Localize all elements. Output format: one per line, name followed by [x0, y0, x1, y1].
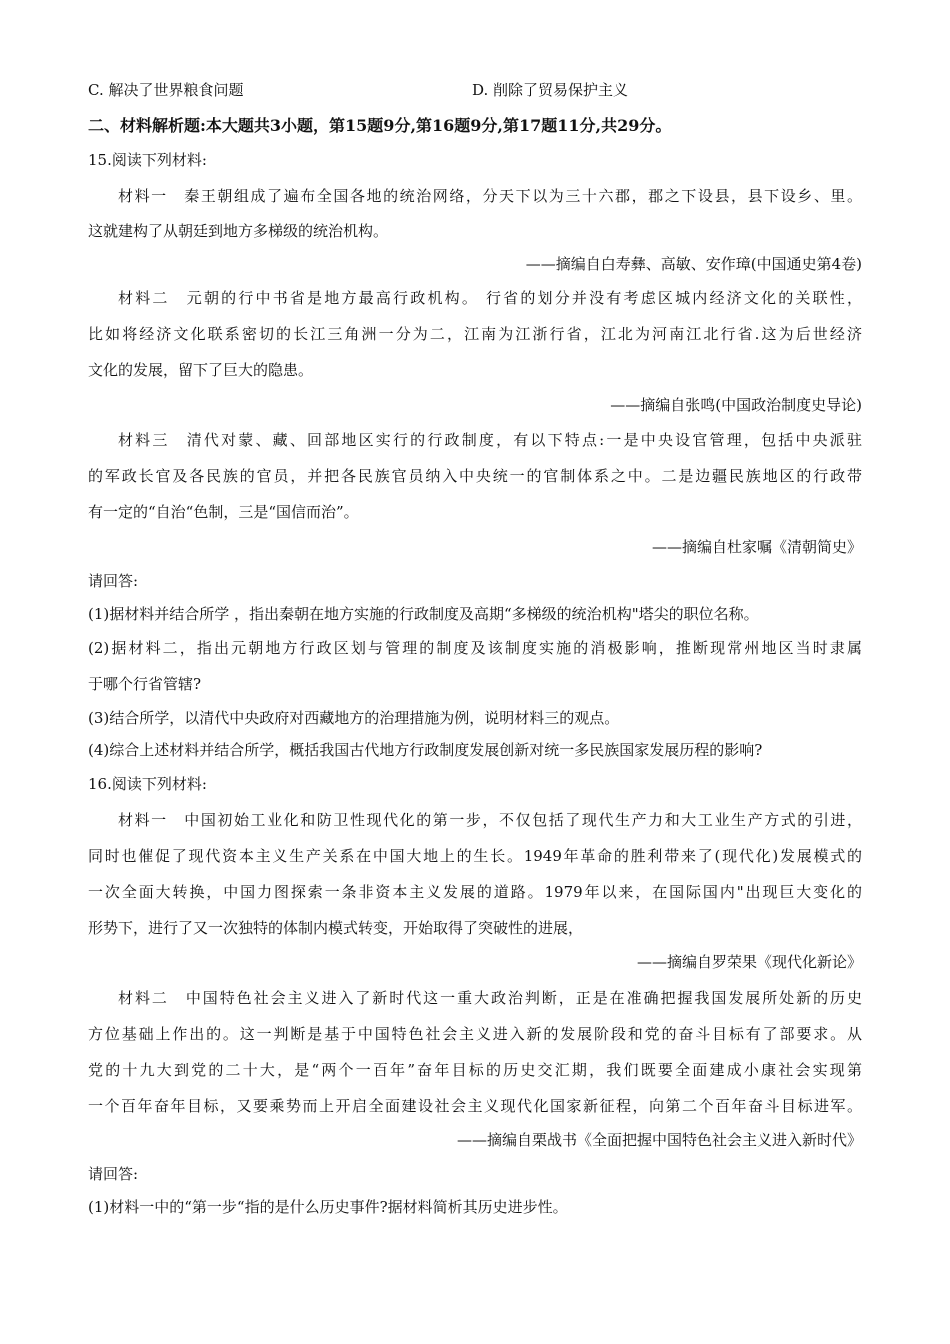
q15-question2-line2: 于哪个行省管辖?	[88, 675, 202, 693]
q15-material1-line2: 这就建构了从朝廷到地方多梯级的统治机构。	[88, 222, 389, 240]
q16-material1-source: ——摘编自罗荣果《现代化新论》	[636, 953, 862, 971]
q16-material2-line1: 材料二 中国特色社会主义进入了新时代这一重大政治判断，正是在准确把握我国发展所处新的历史	[118, 989, 862, 1007]
q15-question2-line1: (2)据材料二，指出元朝地方行政区划与管理的制度及该制度实施的消极影响，推断现常州地区当时隶属	[88, 639, 862, 657]
q15-question3: (3)结合所学，以清代中央政府对西藏地方的治理措施为例，说明材料三的观点。	[88, 709, 620, 727]
q15-question1: (1)据材料并结合所学 ，指出秦朝在地方实施的行政制度及高期“多梯级的统治机构"塔尖的职位名称。	[88, 605, 759, 623]
q15-material2-line3: 文化的发展，留下了巨大的隐患。	[88, 361, 314, 379]
q15-material1-source: ——摘编自白寿彝、高敏、安作璋(中国通史第4卷)	[525, 255, 862, 273]
q15-material3-line2: 的军政长官及各民族的官员，并把各民族官员纳入中央统一的官制体系之中。二是边疆民族地区的行政带	[88, 467, 862, 485]
q15-title: 15.阅读下列材料:	[88, 151, 207, 169]
q16-material1-line3: 一次全面大转换，中国力图探索一条非资本主义发展的道路。1979年以来，在国际国内"出现巨大变化的	[88, 883, 862, 901]
q16-material1-line2: 同时也催促了现代资本主义生产关系在中国大地上的生长。1949年革命的胜利带来了(现代化)发展模式的	[88, 847, 862, 865]
option-c: C. 解决了世界粮食问题	[88, 81, 244, 99]
q15-material3-line3: 有一定的“自治“色制，三是“国信而治”。	[88, 503, 359, 521]
q16-material1-line1: 材料一 中国初始工业化和防卫性现代化的第一步，不仅包括了现代生产力和大工业生产方式的引进，	[118, 811, 862, 829]
q16-material2-line4: 一个百年奋年目标，又要乘势而上开启全面建设社会主义现代化国家新征程，向第二个百年奋斗目标进军。	[88, 1097, 862, 1115]
q15-question4: (4)综合上述材料并结合所学，概括我国古代地方行政制度发展创新对统一多民族国家发展历程的影响?	[88, 741, 763, 759]
q15-material2-line2: 比如将经济文化联系密切的长江三角洲一分为二，江南为江浙行省，江北为河南江北行省.这为后世经济	[88, 325, 862, 343]
q15-material1-line1: 材料一 秦王朝组成了遍布全国各地的统治网络，分天下以为三十六郡，郡之下设县，县下设乡、里。	[118, 187, 862, 205]
q16-question1: (1)材料一中的“第一步“指的是什么历史事件?据材料简析其历史进步性。	[88, 1198, 568, 1216]
q16-title: 16.阅读下列材料:	[88, 775, 207, 793]
q15-material2-line1: 材料二 元朝的行中书省是地方最高行政机构。 行省的划分并没有考虑区城内经济文化的关联性，	[118, 289, 862, 307]
q16-material2-source: ——摘编自栗战书《全面把握中国特色社会主义进入新时代》	[456, 1131, 862, 1149]
q16-material2-line3: 党的十九大到党的二十大，是“两个一百年”奋年目标的历史交汇期，我们既要全面建成小康社会实现第	[88, 1061, 862, 1079]
q15-material2-source: ——摘编自张鸣(中国政治制度史导论)	[610, 396, 862, 414]
q15-material3-source: ——摘编自杜家嘱《清朝简史》	[651, 538, 862, 556]
option-d: D. 削除了贸易保护主义	[472, 81, 629, 99]
q15-prompt: 请回答:	[88, 572, 139, 590]
section-heading: 二、材料解析题:本大题共3小题，第15题9分,第16题9分,第17题11分,共29分。	[88, 116, 672, 135]
q16-material1-line4: 形势下，进行了又一次独特的体制内模式转变，开始取得了突破性的进展，	[88, 919, 584, 937]
q16-prompt: 请回答:	[88, 1165, 139, 1183]
q15-material3-line1: 材料三 清代对蒙、藏、回部地区实行的行政制度，有以下特点:一是中央设官管理，包括中央派驻	[118, 431, 862, 449]
q16-material2-line2: 方位基础上作出的。这一判断是基于中国特色社会主义进入新的发展阶段和党的奋斗目标有了部要求。从	[88, 1025, 862, 1043]
